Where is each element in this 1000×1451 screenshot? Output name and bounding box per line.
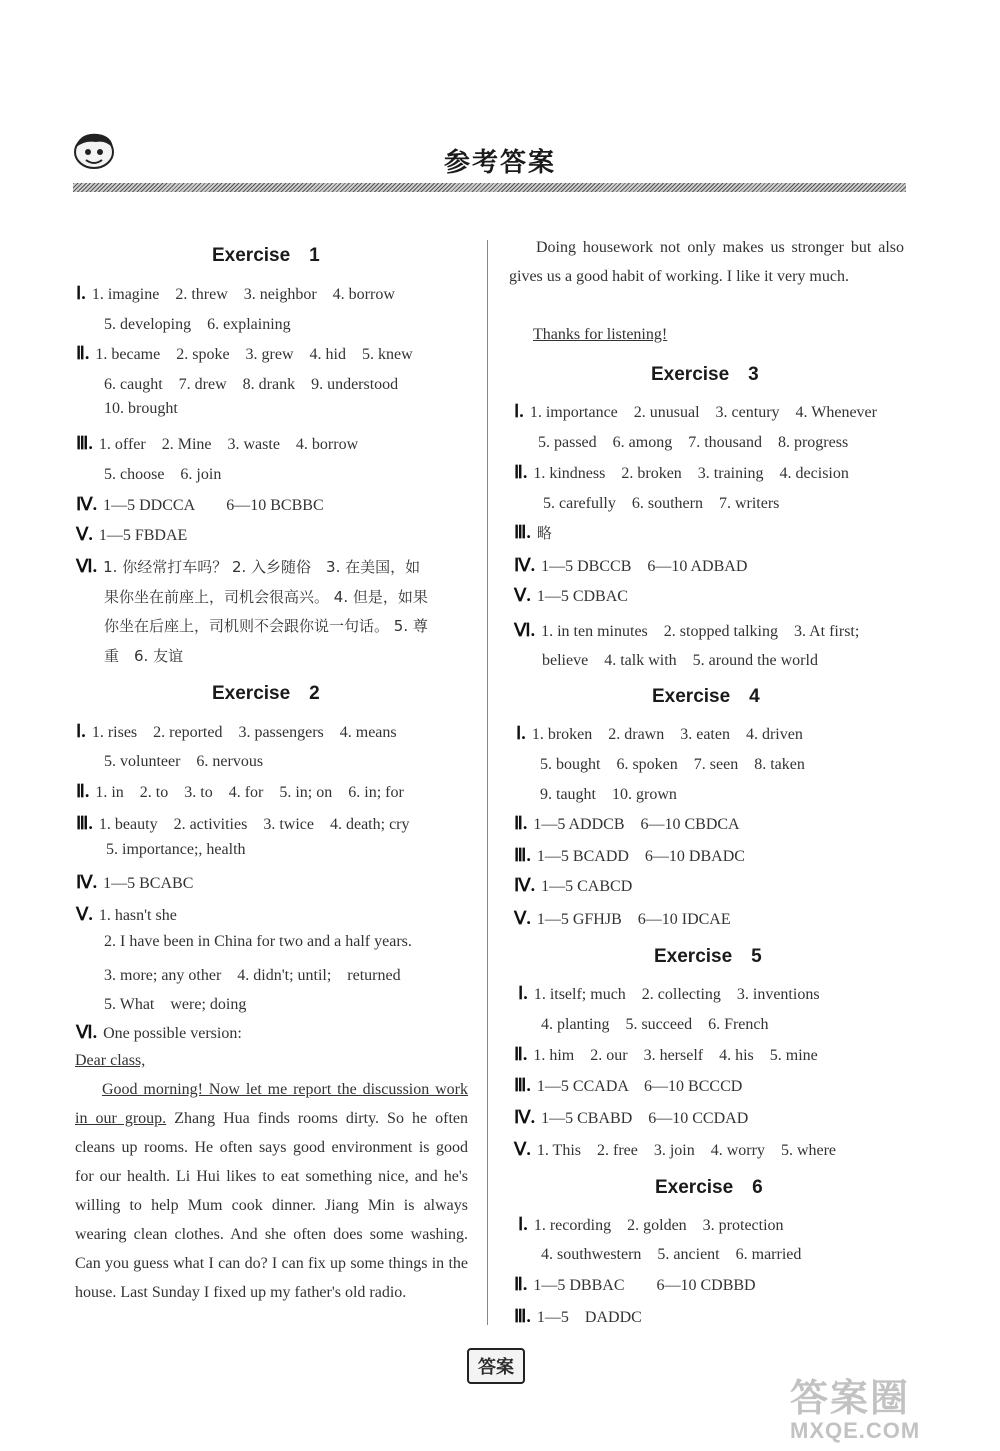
ex3-section-6-line-2: believe 4. talk with 5. around the world bbox=[542, 652, 818, 669]
answer-text: 1. became 2. spoke 3. grew 4. hid 5. knew bbox=[95, 346, 413, 363]
ex5-section-3 bbox=[514, 1073, 742, 1096]
roman-numeral: Ⅰ. bbox=[76, 283, 86, 303]
answer-text: 1. recording 2. golden 3. protection bbox=[533, 1217, 784, 1234]
answer-text: 1. beauty 2. activities 3. twice 4. death; cry bbox=[98, 816, 410, 833]
ex2-section-5 bbox=[76, 904, 177, 925]
answer-text: 1—5 FBDAE bbox=[98, 527, 188, 544]
answer-text: 1—5 DADDC bbox=[536, 1309, 642, 1326]
answer-text: 1—5 CABCD bbox=[541, 878, 633, 895]
answer-text: 1. hasn't she bbox=[98, 907, 177, 924]
roman-numeral: Ⅱ. bbox=[76, 343, 90, 363]
ex3-section-1-line-2: 5. passed 6. among 7. thousand 8. progress bbox=[538, 434, 849, 451]
roman-numeral: Ⅱ. bbox=[514, 1044, 528, 1064]
essay-greeting: Dear class, bbox=[75, 1052, 146, 1069]
answer-text: 1. itself; much 2. collecting 3. inventions bbox=[533, 986, 820, 1003]
ex6-section-2 bbox=[514, 1272, 756, 1295]
roman-numeral: Ⅰ. bbox=[516, 723, 526, 743]
ex2-section-4 bbox=[76, 872, 193, 893]
roman-numeral: Ⅳ. bbox=[514, 875, 536, 895]
ex1-section-2-line-2: 6. caught 7. drew 8. drank 9. understood bbox=[104, 376, 399, 393]
ex6-section-1 bbox=[518, 1212, 784, 1235]
essay-intro: Good morning! Now let me report the discussion work in our group. bbox=[75, 1081, 468, 1127]
ex6-section-1-line-2: 4. southwestern 5. ancient 6. married bbox=[541, 1246, 802, 1263]
ex1-section-1 bbox=[76, 281, 395, 304]
ex3-section-2 bbox=[514, 460, 849, 483]
ex3-section-1 bbox=[514, 399, 877, 422]
roman-numeral: Ⅳ. bbox=[514, 555, 536, 575]
ex4-section-4 bbox=[514, 875, 632, 896]
ex2-section-3-line-2: 5. importance;, health bbox=[106, 841, 246, 858]
answer-text: 1—5 CBABD 6—10 CCDAD bbox=[541, 1110, 749, 1127]
ex1-section-6-line-3: 你坐在后座上，司机则不会跟你说一句话。 5. 尊 bbox=[104, 617, 428, 635]
watermark-url: MXQE.COM bbox=[790, 1418, 921, 1443]
roman-numeral: Ⅲ. bbox=[514, 845, 531, 865]
answer-text: 1—5 BCADD 6—10 DBADC bbox=[536, 848, 745, 865]
ex3-section-6 bbox=[514, 618, 859, 641]
roman-numeral: Ⅲ. bbox=[76, 433, 93, 453]
page-title: 参考答案 bbox=[443, 148, 556, 178]
ex2-section-2 bbox=[76, 779, 404, 802]
answer-text: 1. him 2. our 3. herself 4. his 5. mine bbox=[533, 1047, 818, 1064]
roman-numeral: Ⅰ. bbox=[76, 721, 86, 741]
roman-numeral: Ⅴ. bbox=[76, 904, 93, 924]
ex1-section-4 bbox=[76, 492, 324, 515]
answer-text: 1. broken 2. drawn 3. eaten 4. driven bbox=[531, 726, 803, 743]
answer-text: 1. rises 2. reported 3. passengers 4. means bbox=[91, 724, 397, 741]
roman-numeral: Ⅰ. bbox=[518, 983, 528, 1003]
answer-text: 1—5 GFHJB 6—10 IDCAE bbox=[536, 911, 731, 928]
ex4-section-1-line-3: 9. taught 10. grown bbox=[540, 786, 677, 803]
watermark-logo-text: 答案圈 bbox=[790, 1376, 911, 1420]
roman-numeral: Ⅴ. bbox=[514, 585, 531, 605]
answer-text: 1—5 DBBAC 6—10 CDBBD bbox=[533, 1277, 756, 1294]
header-divider bbox=[73, 183, 906, 192]
ex1-section-2-line-3: 10. brought bbox=[104, 400, 178, 417]
ex3-section-5 bbox=[514, 585, 628, 606]
ex1-section-6-line-4: 重 6. 友谊 bbox=[104, 647, 184, 665]
exercise-6-title: Exercise 6 bbox=[655, 1177, 763, 1198]
ex5-section-1 bbox=[518, 981, 820, 1004]
roman-numeral: Ⅲ. bbox=[76, 813, 93, 833]
roman-numeral: Ⅳ. bbox=[514, 1107, 536, 1127]
answer-text: 略 bbox=[536, 524, 552, 542]
roman-numeral: Ⅱ. bbox=[514, 1274, 528, 1294]
ex4-section-1 bbox=[516, 721, 803, 744]
ex1-section-1-line-2: 5. developing 6. explaining bbox=[104, 316, 291, 333]
answer-text: 1—5 CDBAC bbox=[536, 588, 628, 605]
answer-text: 1—5 CCADA 6—10 BCCCD bbox=[536, 1078, 743, 1095]
essay-continuation: Doing housework not only makes us stronger but also gives us a good habit of working. I like it very much. bbox=[509, 239, 904, 285]
ex1-section-3-line-2: 5. choose 6. join bbox=[104, 466, 222, 483]
essay-text: Zhang Hua finds rooms dirty. So he often cleans up rooms. He often says good environment is good for our health. Li Hui likes to eat something nice, and he's willing to help Mum cook dinner. Jiang Min is always wearing clean clothes. And she often does some washing. Can you guess what I can do? I can fix up some things in the house. Last Sunday I fixed up my father's old radio. bbox=[75, 1110, 468, 1301]
answer-text: 1—5 BCABC bbox=[103, 875, 194, 892]
ex5-section-2 bbox=[514, 1042, 818, 1065]
ex1-section-3 bbox=[76, 431, 358, 454]
roman-numeral: Ⅲ. bbox=[514, 522, 531, 542]
roman-numeral: Ⅴ. bbox=[76, 524, 93, 544]
watermark bbox=[790, 1378, 980, 1444]
ex2-section-6 bbox=[76, 1022, 242, 1043]
ex6-section-3 bbox=[514, 1304, 642, 1327]
ex2-section-1 bbox=[76, 719, 397, 742]
essay-closing: Thanks for listening! bbox=[533, 326, 668, 343]
ex4-section-3 bbox=[514, 843, 745, 866]
exercise-3-title: Exercise 3 bbox=[651, 364, 759, 385]
exercise-1-title: Exercise 1 bbox=[212, 245, 320, 266]
ex5-section-1-line-2: 4. planting 5. succeed 6. French bbox=[541, 1016, 769, 1033]
ex2-section-5-line-3: 3. more; any other 4. didn't; until; returned bbox=[104, 967, 401, 984]
answer-text: 1—5 DBCCB 6—10 ADBAD bbox=[541, 558, 748, 575]
answer-text: 1. offer 2. Mine 3. waste 4. borrow bbox=[98, 436, 359, 453]
roman-numeral: Ⅲ. bbox=[514, 1306, 531, 1326]
roman-numeral: Ⅱ. bbox=[514, 462, 528, 482]
answer-text: 1. 你经常打车吗？ 2. 入乡随俗 3. 在美国，如 bbox=[103, 558, 421, 576]
answer-badge: 答案 bbox=[467, 1348, 525, 1384]
roman-numeral: Ⅳ. bbox=[76, 494, 98, 514]
roman-numeral: Ⅲ. bbox=[514, 1075, 531, 1095]
ex2-section-5-line-4: 5. What were; doing bbox=[104, 996, 247, 1013]
roman-numeral: Ⅱ. bbox=[76, 781, 90, 801]
roman-numeral: Ⅱ. bbox=[514, 813, 528, 833]
answer-text: 1—5 DDCCA 6—10 BCBBC bbox=[103, 497, 324, 514]
ex1-section-6-line-2: 果你坐在前座上，司机会很高兴。 4. 但是，如果 bbox=[104, 588, 428, 606]
ex1-section-5 bbox=[76, 524, 187, 545]
exercise-4-title: Exercise 4 bbox=[652, 686, 760, 707]
answer-text: 1. importance 2. unusual 3. century 4. Whenever bbox=[529, 404, 877, 421]
ex2-section-3 bbox=[76, 811, 410, 834]
ex4-section-5 bbox=[514, 906, 731, 929]
ex1-section-6 bbox=[76, 556, 420, 577]
ex5-section-4 bbox=[514, 1105, 748, 1128]
ex3-section-3 bbox=[514, 522, 552, 543]
roman-numeral: Ⅵ. bbox=[76, 1022, 98, 1042]
roman-numeral: Ⅴ. bbox=[514, 908, 531, 928]
answer-text: 1—5 ADDCB 6—10 CBDCA bbox=[533, 816, 740, 833]
exercise-5-title: Exercise 5 bbox=[654, 946, 762, 967]
answer-text: 1. This 2. free 3. join 4. worry 5. where bbox=[536, 1142, 837, 1159]
ex1-section-2 bbox=[76, 341, 413, 364]
roman-numeral: Ⅰ. bbox=[518, 1214, 528, 1234]
roman-numeral: Ⅳ. bbox=[76, 872, 98, 892]
answer-text: One possible version: bbox=[103, 1025, 242, 1042]
ex2-section-1-line-2: 5. volunteer 6. nervous bbox=[104, 753, 264, 770]
answer-text: 1. imagine 2. threw 3. neighbor 4. borrow bbox=[91, 286, 395, 303]
answer-text: 1. kindness 2. broken 3. training 4. decision bbox=[533, 465, 849, 482]
roman-numeral: Ⅴ. bbox=[514, 1139, 531, 1159]
exercise-2-title: Exercise 2 bbox=[212, 683, 320, 704]
ex5-section-5 bbox=[514, 1137, 836, 1160]
roman-numeral: Ⅵ. bbox=[514, 620, 536, 640]
roman-numeral: Ⅰ. bbox=[514, 401, 524, 421]
ex4-section-2 bbox=[514, 811, 740, 834]
essay-body bbox=[75, 1075, 468, 1307]
answer-text: 1. in ten minutes 2. stopped talking 3. At first; bbox=[541, 623, 860, 640]
column-divider bbox=[487, 240, 488, 1325]
ex3-section-2-line-2: 5. carefully 6. southern 7. writers bbox=[543, 495, 780, 512]
ex2-section-5-line-2: 2. I have been in China for two and a half years. bbox=[104, 933, 412, 950]
answer-text: 1. in 2. to 3. to 4. for 5. in; on 6. in; for bbox=[95, 784, 404, 801]
ex4-section-1-line-2: 5. bought 6. spoken 7. seen 8. taken bbox=[540, 756, 805, 773]
ex3-section-4 bbox=[514, 553, 747, 576]
roman-numeral: Ⅵ. bbox=[76, 556, 98, 576]
